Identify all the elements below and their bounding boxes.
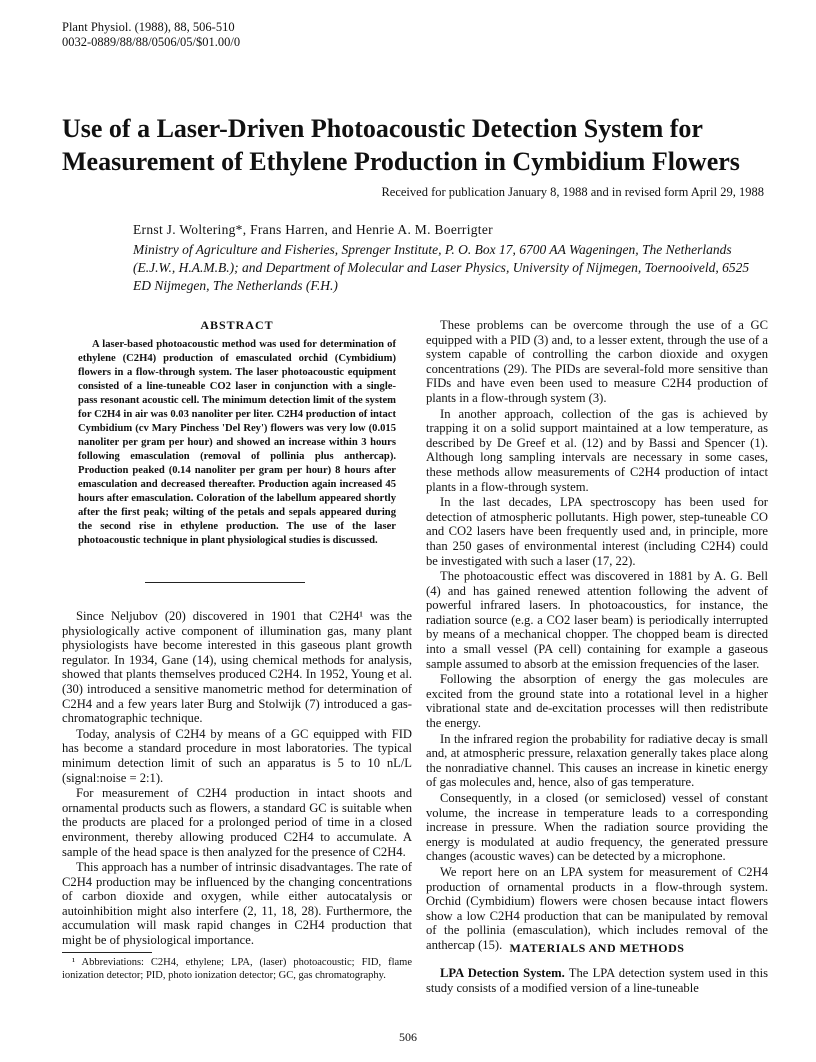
journal-code: 0032-0889/88/88/0506/05/$01.00/0 (62, 34, 241, 49)
paragraph: The photoacoustic effect was discovered in 1881 by A. G. Bell (4) and has gained renewed attention following the advent of powerful infrared lasers. In photoacoustics, for instance, the radiation source (e.g. a CO2 laser beam) is periodically interrupted by means of a mechanical chopper. The chopped beam is directed into a small vessel (PA cell) containing for example a gaseous sample assumed to absorb at the emission frequencies of the laser. (426, 569, 768, 671)
paragraph: In the infrared region the probability for radiative decay is small and, at atmospheric pressure, relaxation generally takes place along the nonradiative channel. This causes an increase in kinetic energy of gas molecules and, hence, also of gas temperature. (426, 731, 768, 790)
left-column-body (62, 609, 412, 949)
author-list: Ernst J. Woltering*, Frans Harren, and Henrie A. M. Boerrigter (133, 222, 493, 237)
run-in-heading: LPA Detection System. (440, 966, 565, 980)
page-number: 506 (399, 1030, 417, 1044)
right-column-body (426, 318, 768, 954)
journal-citation: Plant Physiol. (1988), 88, 506-510 (62, 20, 235, 34)
abstract-divider (145, 582, 305, 583)
section-heading-methods: MATERIALS AND METHODS (509, 941, 685, 955)
paragraph: Following the absorption of energy the gas molecules are excited from the ground state into a rotational level in a higher vibrational state and de-excitation processes will then redistribute the energy. (426, 672, 768, 731)
paragraph: In another approach, collection of the gas is achieved by trapping it on a solid support maintained at a low temperature, as described by De Greef et al. (12) and by Bassi and Spencer (1). Although long sampling intervals are necessary in some cases, these methods allow measurements of C2H4 production of intact plants in a flow-through system. (426, 406, 768, 494)
received-date: Received for publication January 8, 1988 and in revised form April 29, 1988 (381, 185, 764, 199)
abstract-text: A laser-based photoacoustic method was used for determination of ethylene (C2H4) production of emasculated orchid (Cymbidium) flowers in a flow-through system. The laser photoacoustic equipment consisted of a line-tuneable CO2 laser in conjunction with a single-pass resonant acoustic cell. The minimum detection limit of the system for C2H4 in air was 0.03 nanoliter per liter. C2H4 production of intact Cymbidium (cv Mary Pinchess 'Del Rey') flowers was very low (0.015 nanoliter per gram per hour) and showed an increase within 3 hours following emasculation (removal of pollinia plus anthercap). Production peaked (0.14 nanoliter per gram per hour) 8 hours after emasculation and decreased thereafter. Production again increased 45 hours after emasculation. Coloration of the labellum appeared shortly after the first peak; wilting of the petals and sepals appeared during the second rise in ethylene production. The use of the laser photoacoustic technique in plant physiological studies is discussed. (78, 339, 396, 546)
paragraph: Consequently, in a closed (or semiclosed) vessel of constant volume, the increase in temperature leads to a corresponding increase in pressure. When the radiation source providing the energy is modulated at audio frequency, the generated pressure changes (acoustic waves) can be detected by a microphone. (426, 791, 768, 864)
affiliation: Ministry of Agriculture and Fisheries, Sprenger Institute, P. O. Box 17, 6700 AA Wageningen, The Netherlands (E.J.W., H.A.M.B.); and Department of Molecular and Laser Physics, University of Nijmegen, Toernooiveld, 6525 ED Nijmegen, The Netherlands (F.H.) (133, 242, 750, 293)
paragraph: For measurement of C2H4 production in intact shoots and ornamental products such as flowers, a standard GC is suitable when the products are placed for a prolonged period of time in a closed environment, thereby allowing produced C2H4 to accumulate. A sample of the head space is then analyzed for the presence of C2H4. (62, 786, 412, 859)
paragraph: This approach has a number of intrinsic disadvantages. The rate of C2H4 production may be influenced by the changing concentrations of carbon dioxide and oxygen, while either autocatalysis or autoinhibition might also interfere (2, 11, 18, 28). Furthermore, the accumulation will mask rapid changes in C2H4 production that might be of physiological importance. (62, 860, 412, 948)
footnote-divider (62, 952, 152, 953)
lpa-text: The LPA detection system used in this study consists of a modified version of a line-tuneable (426, 966, 768, 995)
paragraph: Today, analysis of C2H4 by means of a GC equipped with FID has become a standard procedure in most laboratories. The typical minimum detection limit of such an apparatus is 5 to 10 nL/L (signal:noise = 2:1). (62, 726, 412, 785)
abstract-heading: ABSTRACT (200, 318, 274, 332)
paragraph: These problems can be overcome through the use of a GC equipped with a PID (3) and, to a lesser extent, through the use of a system capable of controlling the carbon dioxide and oxygen concentrations (29). The PIDs are several-fold more sensitive than FIDs and have even been used to measure C2H4 production of plants in a flow-through system (3). (426, 318, 768, 405)
journal-header (62, 20, 240, 49)
footnote: ¹ Abbreviations: C2H4, ethylene; LPA, (laser) photoacoustic; FID, flame ionization detector; PID, photo ionization detector; GC, gas chromatography. (62, 957, 412, 981)
lpa-paragraph (426, 966, 768, 995)
paragraph: We report here on an LPA system for measurement of C2H4 production of ornamental products in a flow-through system. Orchid (Cymbidium) flowers were chosen because intact flowers show a low C2H4 production that can be manipulated by removal of the pollinia (emasculation), which includes removal of the anthercap (15). (426, 864, 768, 952)
article-title: Use of a Laser-Driven Photoacoustic Detection System for Measurement of Ethylene Production in Cymbidium Flowers (62, 114, 740, 176)
paragraph: Since Neljubov (20) discovered in 1901 that C2H4¹ was the physiologically active component of illumination gas, many plant physiologists have become interested in this gaseous plant growth regulator. In 1934, Gane (14), using chemical methods for analysis, showed that plants themselves produced C2H4. In 1952, Young et al. (30) introduced a sensitive manometric method for determination of C2H4 and a few years later Burg and Stolwijk (7) introduced a gas-chromatographic technique. (62, 609, 412, 726)
paragraph: In the last decades, LPA spectroscopy has been used for detection of atmospheric pollutants. High power, step-tuneable CO and CO2 lasers have been frequently used and, in principle, more than 250 gases of environmental interest (including C2H4) could be investigated with such a laser (17, 22). (426, 495, 768, 568)
